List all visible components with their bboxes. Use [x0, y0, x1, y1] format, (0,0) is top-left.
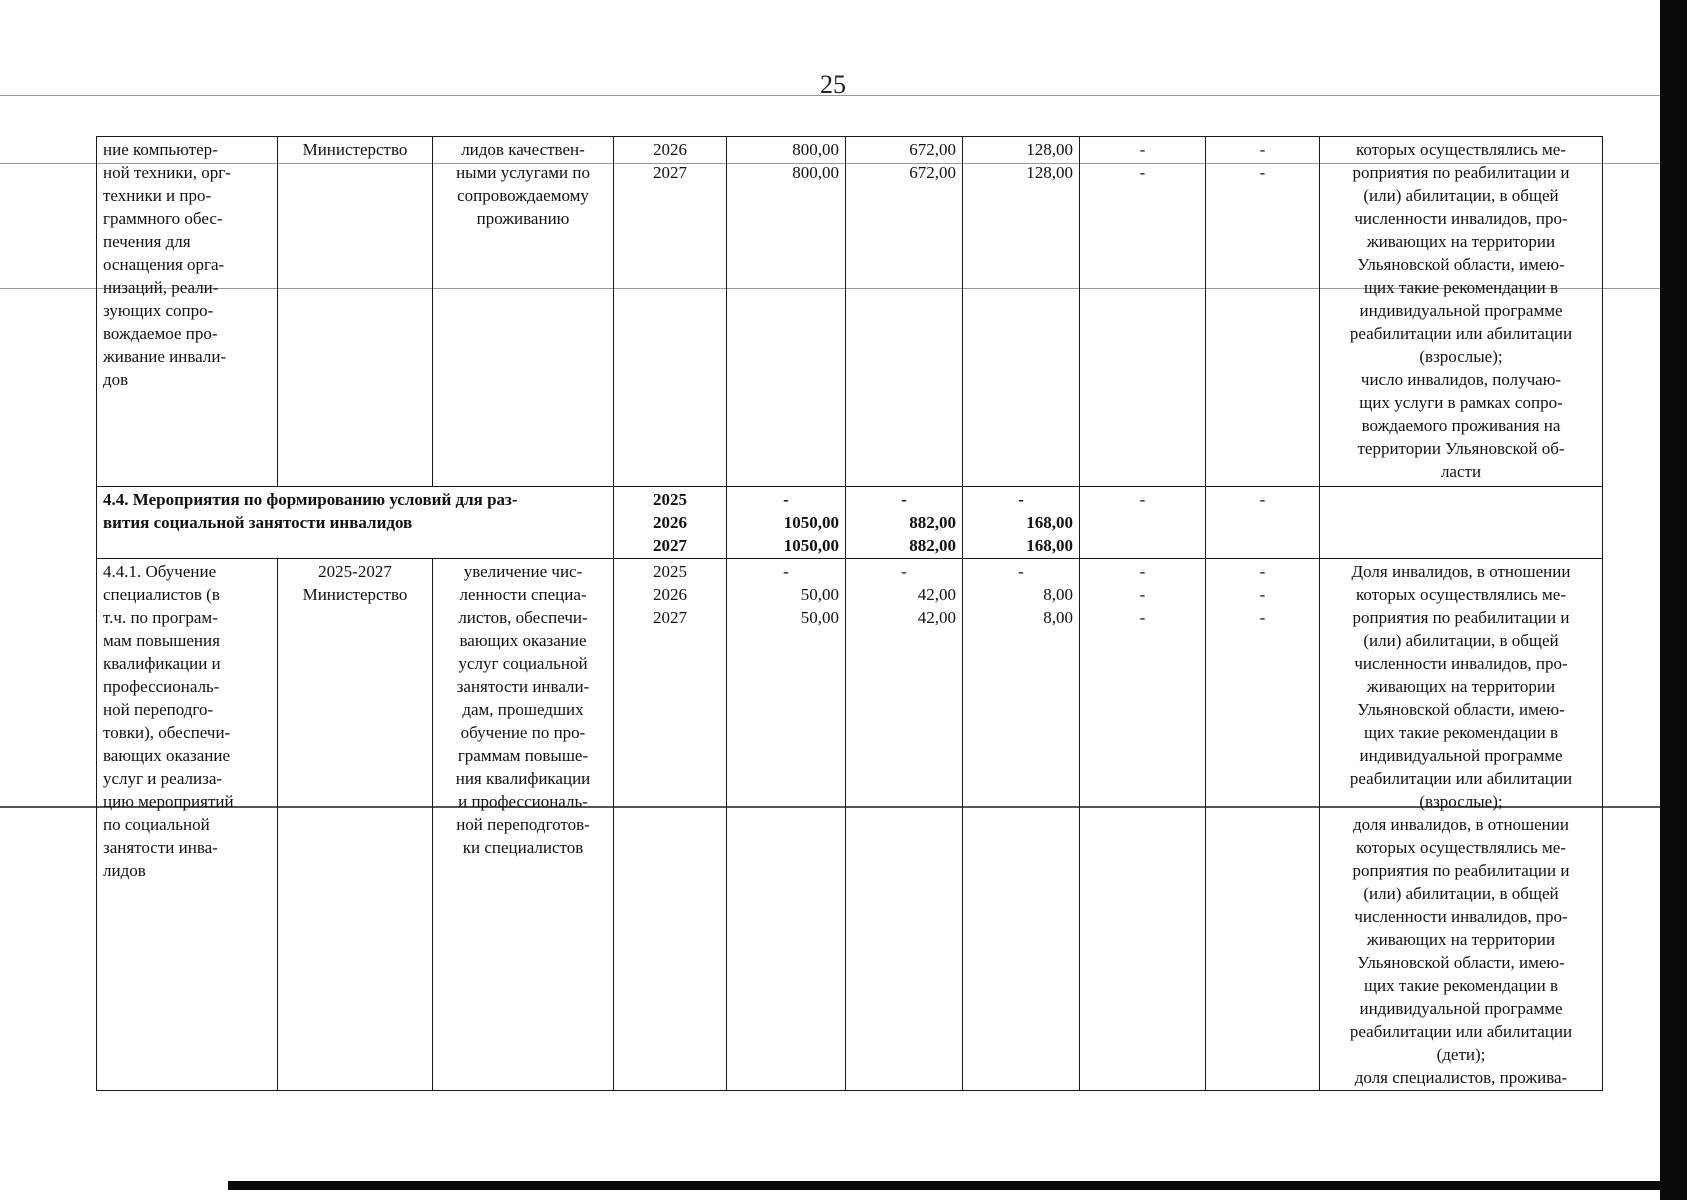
table-row [97, 559, 1603, 1091]
years-cell: 2025 2026 2027 [614, 487, 727, 559]
federal-cell: - 882,00 882,00 [846, 487, 963, 559]
goal-cell: лидов качествен- ными услугами по сопровождаемому проживанию [433, 137, 614, 487]
col9-cell: - [1206, 487, 1320, 559]
program-table [96, 136, 1603, 1091]
table-row [97, 137, 1603, 487]
federal-cell: 672,00 672,00 [846, 137, 963, 487]
col8-cell: - - - [1080, 559, 1206, 1091]
scan-border-right [1660, 0, 1687, 1200]
goal-cell: увеличение чис- ленности специа- листов, обеспечи- вающих оказание услуг социальной занятости инвали- дам, прошедших обучение по про- граммам повыше- ния квалификации и профессиональ- ной переподготов- ки специалистов [433, 559, 614, 1091]
years-cell: 2025 2026 2027 [614, 559, 727, 1091]
col8-cell: - - [1080, 137, 1206, 487]
page-number: 25 [820, 70, 846, 99]
indicator-cell: которых осуществлялись ме- роприятия по реабилитации и (или) абилитации, в общей численности инвалидов, про- живающих на территории Ульяновской области, имею- щих такие рекомендации в индивидуальной программе реабилитации или абилитации (взрослые); число инвалидов, получаю- щих услуги в рамках сопро- вождаемого проживания на территории Ульяновской об- ласти [1320, 137, 1603, 487]
col8-cell: - [1080, 487, 1206, 559]
regional-cell: - 168,00 168,00 [963, 487, 1080, 559]
indicator-cell: Доля инвалидов, в отношении которых осуществлялись ме- роприятия по реабилитации и (или) абилитации, в общей численности инвалидов, про- живающих на территории Ульяновской области, имею- щих такие рекомендации в индивидуальной программе реабилитации или абилитации (взрослые); доля инвалидов, в отношении которых осуществлялись ме- роприятия по реабилитации и (или) абилитации, в общей численности инвалидов, про- живающих на территории Ульяновской области, имею- щих такие рекомендации в индивидуальной программе реабилитации или абилитации (дети); доля специалистов, прожива- [1320, 559, 1603, 1091]
col9-cell: - - [1206, 137, 1320, 487]
measure-name-cell: ние компьютер- ной техники, орг- техники и про- граммного обес- печения для оснащения орга- низаций, реали- зующих сопро- вождаемое про- живание инвали- дов [97, 137, 278, 487]
total-cell: - 50,00 50,00 [727, 559, 846, 1091]
total-cell: 800,00 800,00 [727, 137, 846, 487]
regional-cell: 128,00 128,00 [963, 137, 1080, 487]
total-cell: - 1050,00 1050,00 [727, 487, 846, 559]
section-row [97, 487, 1603, 559]
regional-cell: - 8,00 8,00 [963, 559, 1080, 1091]
col9-cell: - - - [1206, 559, 1320, 1091]
scan-border-bottom [228, 1181, 1668, 1190]
executor-cell: 2025-2027 Министерство [278, 559, 433, 1091]
executor-cell: Министерство [278, 137, 433, 487]
federal-cell: - 42,00 42,00 [846, 559, 963, 1091]
measure-name-cell: 4.4.1. Обучение специалистов (в т.ч. по програм- мам повышения квалификации и профессиональ- ной переподго- товки), обеспечи- вающих оказание услуг и реализа- цию мероприятий по социальной занятости инва- лидов [97, 559, 278, 1091]
years-cell: 2026 2027 [614, 137, 727, 487]
section-title-cell: 4.4. Мероприятия по формированию условий для раз- вития социальной занятости инвалидов [97, 487, 614, 559]
indicator-cell [1320, 487, 1603, 559]
